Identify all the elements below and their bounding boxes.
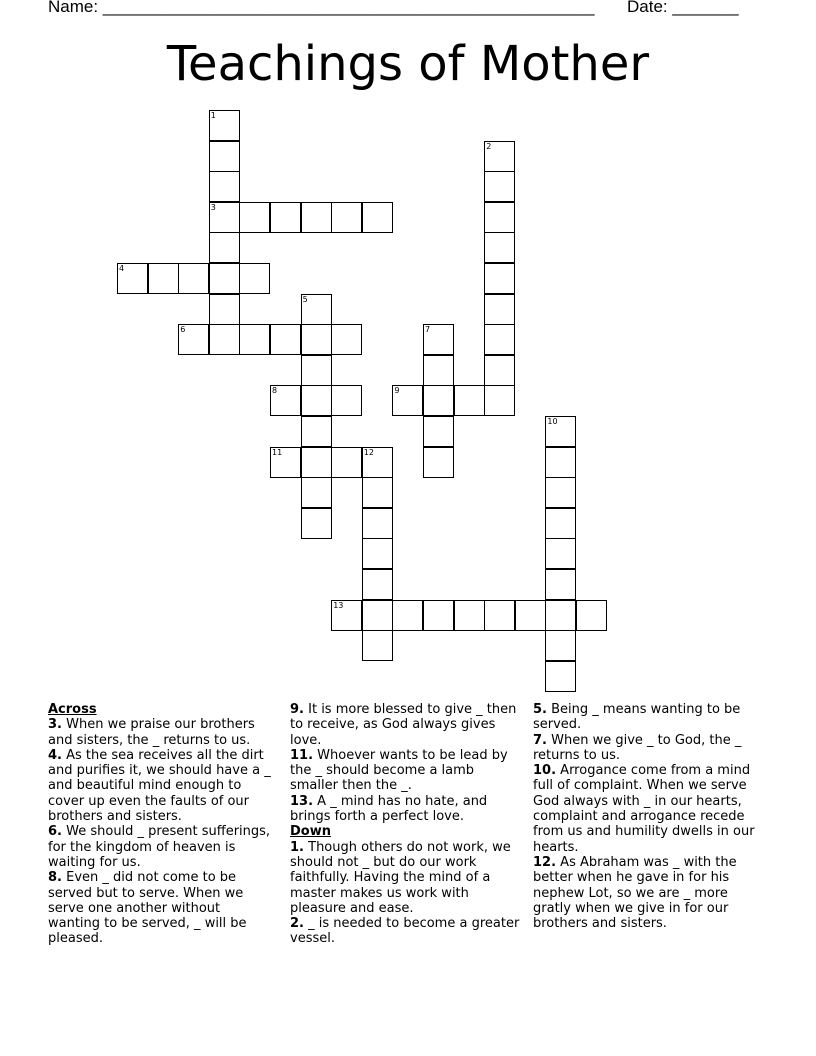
grid-cell[interactable] <box>270 324 301 355</box>
clue-text: As Abraham was _ with the better when he gave in for his nephew Lot, so we are _ more gratly when we give in for our brothers and sisters. <box>533 854 737 932</box>
grid-cell[interactable] <box>423 447 454 478</box>
clue-number: 10. <box>533 763 557 779</box>
grid-cell[interactable] <box>362 600 393 631</box>
grid-cell[interactable] <box>484 202 515 233</box>
grid-cell[interactable] <box>331 324 362 355</box>
grid-cell[interactable] <box>484 232 515 263</box>
clue-number: 4. <box>48 747 62 763</box>
clue-text: Arrogance come from a mind full of complaint. When we serve God always with _ in our hearts, complaint and arrogance recede from us and humility dwells in our hearts. <box>533 763 755 855</box>
clue-text: Whoever wants to be lead by the _ should become a lamb smaller then the _. <box>290 747 508 794</box>
grid-cell[interactable] <box>545 569 576 600</box>
grid-cell[interactable] <box>270 202 301 233</box>
grid-cell[interactable] <box>545 477 576 508</box>
grid-cell[interactable] <box>484 294 515 325</box>
clue-number: 7. <box>533 732 547 748</box>
grid-cell[interactable] <box>392 385 423 416</box>
grid-cell[interactable] <box>301 416 332 447</box>
across-heading: Across <box>48 702 97 717</box>
grid-cell[interactable] <box>392 600 423 631</box>
grid-cell[interactable] <box>545 538 576 569</box>
grid-cell[interactable] <box>239 263 270 294</box>
grid-cell[interactable] <box>484 600 515 631</box>
grid-cell[interactable] <box>270 447 301 478</box>
clue-across-8 <box>48 870 276 946</box>
grid-cell[interactable] <box>423 600 454 631</box>
clue-number: 3. <box>48 717 62 733</box>
cell-number: 6 <box>180 325 186 335</box>
clue-down-7 <box>533 733 769 764</box>
cell-number: 8 <box>272 386 278 396</box>
grid-cell[interactable] <box>362 447 393 478</box>
grid-cell[interactable] <box>301 447 332 478</box>
clue-number: 2. <box>290 916 304 932</box>
grid-cell[interactable] <box>331 447 362 478</box>
clues-column-3 <box>533 702 769 931</box>
clue-text: Even _ did not come to be served but to serve. When we serve one another without wanting to be served, _ will be pleased. <box>48 870 247 947</box>
clue-number: 8. <box>48 870 62 886</box>
grid-cell[interactable] <box>301 294 332 325</box>
grid-cell[interactable] <box>331 600 362 631</box>
grid-cell[interactable] <box>178 263 209 294</box>
clues-column-2 <box>290 702 522 947</box>
clue-number: 5. <box>533 702 547 717</box>
grid-cell[interactable] <box>148 263 179 294</box>
clue-text: Being _ means wanting to be served. <box>533 702 741 733</box>
grid-cell[interactable] <box>545 447 576 478</box>
clue-across-13 <box>290 794 522 825</box>
grid-cell[interactable] <box>545 600 576 631</box>
clue-across-6 <box>48 824 276 870</box>
clue-text: As the sea receives all the dirt and purifies it, we should have a _ and beautiful mind enough to cover up even the faults of our brothers and sisters. <box>48 747 271 825</box>
grid-cell[interactable] <box>209 202 240 233</box>
clue-down-2 <box>290 916 522 947</box>
grid-cell[interactable] <box>484 324 515 355</box>
grid-cell[interactable] <box>270 385 301 416</box>
cell-number: 12 <box>363 447 374 457</box>
cell-number: 11 <box>272 447 283 457</box>
grid-cell[interactable] <box>362 630 393 661</box>
cell-number: 10 <box>547 417 558 426</box>
clue-across-11 <box>290 748 522 794</box>
clue-text: _ is needed to become a greater vessel. <box>290 916 520 947</box>
clue-across-4 <box>48 748 276 824</box>
date-field[interactable]: Date: _______ <box>627 0 739 16</box>
grid-cell[interactable] <box>117 263 148 294</box>
grid-cell[interactable] <box>484 385 515 416</box>
grid-cell[interactable] <box>209 141 240 172</box>
grid-cell[interactable] <box>301 355 332 386</box>
grid-cell[interactable] <box>423 385 454 416</box>
grid-cell[interactable] <box>301 324 332 355</box>
clue-text: When we praise our brothers and sisters, the _ returns to us. <box>48 717 255 748</box>
grid-cell[interactable] <box>545 416 576 447</box>
grid-cell[interactable] <box>545 661 576 692</box>
grid-cell[interactable] <box>423 324 454 355</box>
clue-down-5 <box>533 702 769 733</box>
grid-cell[interactable] <box>454 600 485 631</box>
grid-cell[interactable] <box>301 385 332 416</box>
grid-cell[interactable] <box>423 416 454 447</box>
grid-cell[interactable] <box>454 385 485 416</box>
grid-cell[interactable] <box>178 324 209 355</box>
grid-cell[interactable] <box>331 385 362 416</box>
grid-cell[interactable] <box>362 477 393 508</box>
grid-cell[interactable] <box>423 355 454 386</box>
grid-cell[interactable] <box>301 202 332 233</box>
grid-cell[interactable] <box>362 569 393 600</box>
grid-cell[interactable] <box>301 508 332 539</box>
cell-number: 3 <box>210 202 216 212</box>
clue-number: 12. <box>533 854 557 870</box>
clue-text: It is more blessed to give _ then to receive, as God always gives love. <box>290 702 517 748</box>
grid-cell[interactable] <box>362 202 393 233</box>
grid-cell[interactable] <box>209 171 240 202</box>
clue-across-9 <box>290 702 522 748</box>
clue-text: When we give _ to God, the _ returns to us. <box>533 732 742 763</box>
grid-cell[interactable] <box>484 263 515 294</box>
grid-cell[interactable] <box>301 477 332 508</box>
grid-cell[interactable] <box>484 141 515 172</box>
grid-cell[interactable] <box>484 171 515 202</box>
grid-cell[interactable] <box>239 202 270 233</box>
cell-number: 5 <box>302 294 308 304</box>
cell-number: 9 <box>394 386 400 396</box>
clue-down-1 <box>290 840 522 916</box>
cell-number: 2 <box>486 141 492 151</box>
grid-cell[interactable] <box>545 508 576 539</box>
grid-cell[interactable] <box>209 232 240 263</box>
cell-number: 7 <box>425 325 431 335</box>
clue-number: 1. <box>290 839 304 855</box>
cell-number: 4 <box>119 264 125 273</box>
grid-cell[interactable] <box>239 324 270 355</box>
clue-across-3 <box>48 717 276 748</box>
clue-number: 13. <box>290 793 314 809</box>
grid-cell[interactable] <box>362 508 393 539</box>
clue-text: A _ mind has no hate, and brings forth a perfect love. <box>290 793 488 825</box>
grid-cell[interactable] <box>362 538 393 569</box>
clue-number: 9. <box>290 702 304 717</box>
cell-number: 1 <box>210 111 216 120</box>
grid-cell[interactable] <box>484 355 515 386</box>
grid-cell[interactable] <box>331 202 362 233</box>
clue-down-12 <box>533 855 769 931</box>
grid-cell[interactable] <box>209 110 240 141</box>
grid-cell[interactable] <box>209 324 240 355</box>
grid-cell[interactable] <box>576 600 607 631</box>
grid-cell[interactable] <box>515 600 546 631</box>
clues-column-1 <box>48 702 276 947</box>
clue-down-10 <box>533 763 769 855</box>
puzzle-title: Teachings of Mother <box>166 36 650 92</box>
name-field[interactable]: Name: ____________________________________________________ <box>48 0 595 16</box>
grid-cell[interactable] <box>209 263 240 294</box>
clue-number: 11. <box>290 747 314 763</box>
clue-text: We should _ present sufferings, for the kingdom of heaven is waiting for us. <box>48 824 271 870</box>
grid-cell[interactable] <box>209 294 240 325</box>
down-heading: Down <box>290 824 331 840</box>
clue-number: 6. <box>48 824 62 840</box>
clue-text: Though others do not work, we should not _ but do our work faithfully. Having the mind of a master makes us work with pleasure and ease. <box>290 839 511 916</box>
cell-number: 13 <box>333 600 344 610</box>
grid-cell[interactable] <box>545 630 576 661</box>
